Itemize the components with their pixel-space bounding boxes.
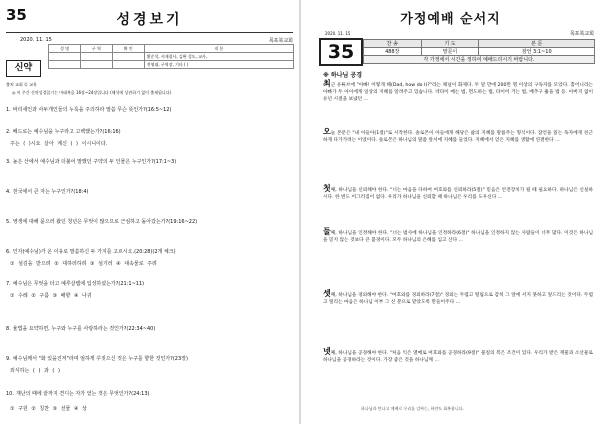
paragraph: 넷째, 하나님을 공경해야 한다. "처음 익은 열매로 여호와를 공경하라(9절)" 물질의 복은 조건이 있다. 우리가 받은 재물과 소산물로 하나님을 공경하라는 것이다. 가장 좋은 것을 하나님께 ... xyxy=(323,347,593,363)
table-header: 직 분 xyxy=(144,45,293,53)
church-name: 목포북교회 xyxy=(268,38,293,44)
officers-line: 황준석, 서재철사, 김완 성도, 교사, xyxy=(144,53,293,61)
hymn-cell: 488장 xyxy=(364,48,422,56)
page-title: 가정예배 순서지 xyxy=(400,12,501,27)
issue-number: 35 xyxy=(6,6,27,24)
answer-options[interactable]: ① 섬김을 받으려 ② 대하러하려 ③ 섬기러 ④ 대속물로 주려 xyxy=(10,261,157,267)
check-cell[interactable] xyxy=(112,61,144,69)
testament-badge: 신약 xyxy=(6,60,41,77)
section-title: ※ 하나님 공경 xyxy=(323,72,362,79)
title-divider xyxy=(6,32,293,33)
note-label: 출처 교회 독 교육 xyxy=(6,82,37,87)
paragraph: 둘째, 하나님을 인정해야 한다. "너는 범사에 하나님을 인정하라(6절)" 하나님을 인정하지 않는 사람들이 너무 많다. 이것은 하나님을 믿지 않는 것보다 큰 불경이다. 모두 하나님의 은혜를 입고 산다 ... xyxy=(323,227,593,243)
scripture-cell: 잠언 3:1~10 xyxy=(479,48,595,56)
answer-options[interactable]: ① 수레 ② 구름 ③ 배향 ④ 나귀 xyxy=(10,293,92,299)
name-cell[interactable] xyxy=(49,53,81,61)
question: 6. 인자(예수님)가 온 이유로 말씀하신 두 가지를 고르시오.(20:28)(2개 체크) xyxy=(6,249,176,255)
quiz-page xyxy=(0,0,299,424)
district-cell[interactable] xyxy=(80,61,112,69)
paragraph: 최근 유튜브에 "아빠! 어떻게 해(Dad, how do I)?"라는 채널이 화제다. 두 달 만에 200만 명 이상의 구독자를 모았다. 홀어니라는 아빠가 두 아이에게 일상의 지혜를 알려주고 있습니다. 넥타이 매는 법, 면도하는 법, 타이어 거는 법, 배추구 훌을 법 등. 아버지 없이 유년 시절을 보냈던 ... xyxy=(323,79,593,102)
issue-badge: 35 xyxy=(319,38,363,66)
question: 8. 율법을 요약하면, 누구와 누구를 사랑하라는 것인가?(22:34~40) xyxy=(6,326,156,332)
question: 10. 재난의 때에 끝까지 견디는 자가 얻는 것은 무엇인가?(24:13) xyxy=(6,391,150,397)
paragraph: 오늘 본문은 "내 아들아(1절)"로 시작한다. 솔로몬이 아들에게 해당은 삶의 지혜를 말씀주는 형식이다. 잠언을 읽는 독자에게 친근하게 다가가려는 이었이다. 솔로몬은 하나님의 말씀 앞서에 지혜를 들었다. 지혜에서 얻은 지혜를 생활에 연결한다 ... xyxy=(323,127,593,143)
name-cell[interactable] xyxy=(49,61,81,69)
question: 1. 바리새인과 사두개인들의 누룩을 주의하라 말씀 무슨 뜻인가?(16:5~12) xyxy=(6,107,172,113)
question: 3. 높은 산에서 예수님과 더불어 말했던 구약의 두 인물은 누구인가?(17:1~3) xyxy=(6,159,177,165)
district-cell[interactable] xyxy=(80,53,112,61)
answer-blank[interactable]: 주는 ( )시요 살아 계신 ( ) 이시니이다. xyxy=(10,141,108,147)
table-header: 기 도 xyxy=(421,40,479,48)
prayer-cell: 말문이 xyxy=(421,48,479,56)
page-title: 성경보기 xyxy=(116,12,183,28)
answer-options[interactable]: ① 구원 ② 칭찬 ③ 선물 ④ 상 xyxy=(10,406,87,412)
date: 2020. 11. 15 xyxy=(20,37,52,43)
participant-table xyxy=(48,44,294,69)
table-header: 본 문 xyxy=(479,40,595,48)
question: 9. 예수님께서 "화 있을진저"라며 엄하게 꾸짖으신 것은 누구를 향한 것인가?(23장) xyxy=(6,356,188,362)
answer-blank[interactable]: 외식하는 ( ) 과 ( ) xyxy=(10,368,60,374)
officers-line: 전영대, 구역장, 기타 ( ) xyxy=(144,61,293,69)
footer-text: 하나님과 만나고 예배로 우리를 감싸는, 하얀도 회복합니다. xyxy=(361,406,464,411)
worship-order-table xyxy=(363,39,595,64)
church-name: 목포북교회 xyxy=(569,31,594,37)
reading-note: ◎ 이 주간 신약성경읽기는 마태복음 16장~24장입니다 (해석에 상관하기 없이 출제됩니다) xyxy=(12,90,172,95)
table-header: 구 역 xyxy=(80,45,112,53)
paragraph: 첫째, 하나님을 신뢰해야 한다. "너는 마음을 다하여 여호와를 신뢰하라(5절)" 믿음은 안전장치가 될 때 필요하다. 하나님은 신실하시다. 한 번도 어그러짐이 없다. 우리가 하나님을 신뢰할 때 하나님은 우리를 도우신다 ... xyxy=(323,184,593,200)
question: 4. 천국에서 큰 자는 누구인가?(18:4) xyxy=(6,189,89,195)
paragraph: 셋째, 하나님을 경외해야 한다. "여호와를 경외하라(7절)" 경외는 두렵고 떨림으로 감히 그 앞에 서지 못하고 엎드리는 것이다. 두렵고 떨리는 마음은 하나님 이부 그 신 분으로 맡았도록 만들어주다 ... xyxy=(323,289,593,305)
table-subnote: 각 가정에서 시간을 정하여 예배드리시기 바랍니다. xyxy=(364,56,595,64)
table-header: 확 인 xyxy=(112,45,144,53)
check-cell[interactable] xyxy=(112,53,144,61)
question: 2. 베드로는 예수님을 누구라고 고백했는가?(16:16) xyxy=(6,129,121,135)
worship-order-page xyxy=(301,0,600,424)
question: 5. 영생에 대해 묻으러 왔던 청년은 무엇이 많으므로 근심하고 돌아갔는가?(19:16~22) xyxy=(6,219,198,225)
date: 2020. 11. 15 xyxy=(325,31,351,36)
question: 7. 예수님은 무엇을 타고 예루살렘에 입성하셨는가?(21:1~11) xyxy=(6,281,145,287)
table-header: 찬 송 xyxy=(364,40,422,48)
table-header: 성 명 xyxy=(49,45,81,53)
